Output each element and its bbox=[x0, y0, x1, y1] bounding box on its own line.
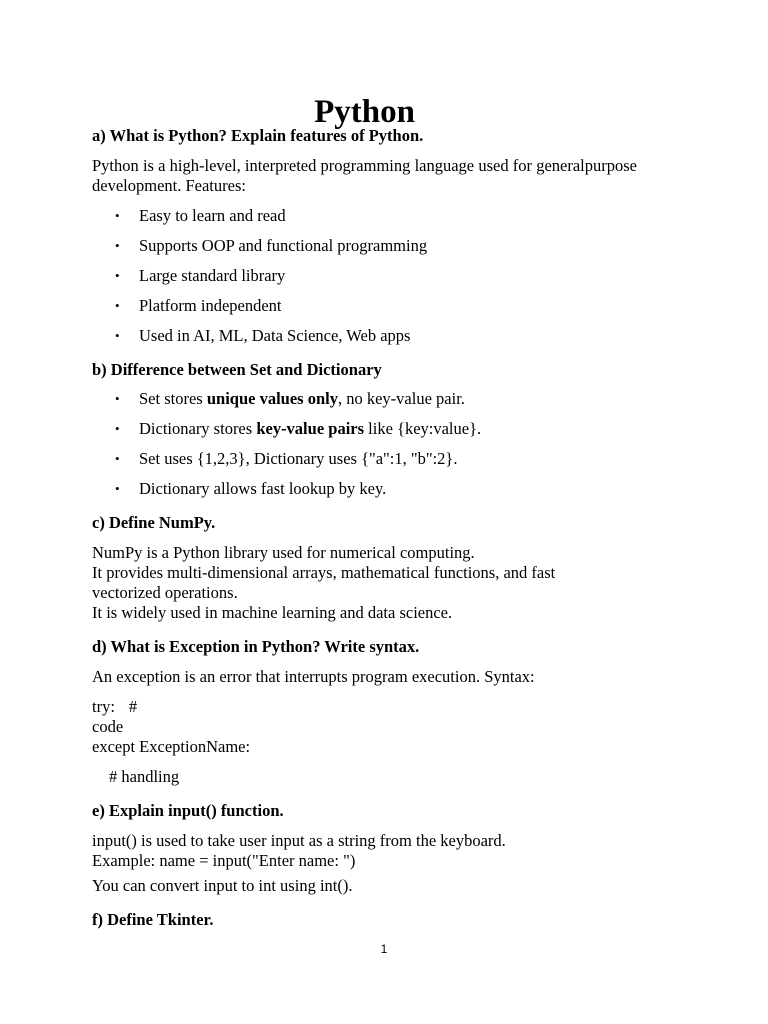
body-line: input() is used to take user input as a string from the keyboard. bbox=[92, 831, 506, 850]
section-c-body bbox=[92, 543, 637, 623]
bullet-icon: • bbox=[115, 421, 120, 436]
code-line: except ExceptionName: bbox=[92, 737, 251, 756]
list-item: • Large standard library bbox=[115, 266, 286, 285]
bullet-icon: • bbox=[115, 391, 120, 406]
body-line: Example: name = input("Enter name: ") bbox=[92, 851, 356, 870]
page-number: 1 bbox=[380, 942, 388, 956]
page-title: Python bbox=[314, 94, 415, 130]
code-line: # handling bbox=[109, 767, 180, 786]
list-item: • Dictionary allows fast lookup by key. bbox=[115, 479, 387, 498]
list-item: • Used in AI, ML, Data Science, Web apps bbox=[115, 326, 411, 345]
section-b-heading: b) Difference between Set and Dictionary bbox=[92, 360, 382, 379]
bullet-icon: • bbox=[115, 451, 120, 466]
body-line: NumPy is a Python library used for numerical computing. bbox=[92, 543, 475, 562]
body-line: You can convert input to int using int(). bbox=[92, 876, 353, 895]
bullet-icon: • bbox=[115, 328, 120, 343]
list-item: • Easy to learn and read bbox=[115, 206, 286, 225]
list-item: • Dictionary stores key-value pairs like {key:value}. bbox=[115, 419, 482, 438]
body-line: It is widely used in machine learning and data science. bbox=[92, 603, 453, 622]
list-item: • Supports OOP and functional programming bbox=[115, 236, 428, 255]
list-item: • Set uses {1,2,3}, Dictionary uses {"a":1, "b":2}. bbox=[115, 449, 458, 468]
section-a-heading: a) What is Python? Explain features of Python. bbox=[92, 126, 424, 145]
section-a-feature-list bbox=[92, 206, 637, 346]
list-item: • Set stores unique values only, no key-value pair. bbox=[115, 389, 465, 408]
section-e-heading: e) Explain input() function. bbox=[92, 801, 284, 820]
list-item: • Platform independent bbox=[115, 296, 282, 315]
bullet-icon: • bbox=[115, 481, 120, 496]
code-line: try: # bbox=[92, 697, 138, 716]
bullet-icon: • bbox=[115, 208, 120, 223]
section-b-difference-list bbox=[92, 389, 637, 499]
bullet-icon: • bbox=[115, 298, 120, 313]
emphasis-text: unique values only bbox=[206, 389, 338, 408]
section-c-heading: c) Define NumPy. bbox=[92, 513, 216, 532]
document-page bbox=[92, 92, 637, 930]
code-line: code bbox=[92, 717, 124, 736]
syntax-block bbox=[92, 697, 637, 787]
section-a-intro: Python is a high-level, interpreted programming language used for generalpurpose development. Features: bbox=[92, 156, 637, 195]
bullet-icon: • bbox=[115, 238, 120, 253]
body-line: vectorized operations. bbox=[92, 583, 238, 602]
body-line: It provides multi-dimensional arrays, mathematical functions, and fast bbox=[92, 563, 556, 582]
bullet-icon: • bbox=[115, 268, 120, 283]
section-d-heading: d) What is Exception in Python? Write syntax. bbox=[92, 637, 420, 656]
section-d-intro: An exception is an error that interrupts program execution. Syntax: bbox=[92, 667, 535, 686]
emphasis-text: key-value pairs bbox=[256, 419, 365, 438]
section-f-heading: f) Define Tkinter. bbox=[92, 910, 214, 929]
